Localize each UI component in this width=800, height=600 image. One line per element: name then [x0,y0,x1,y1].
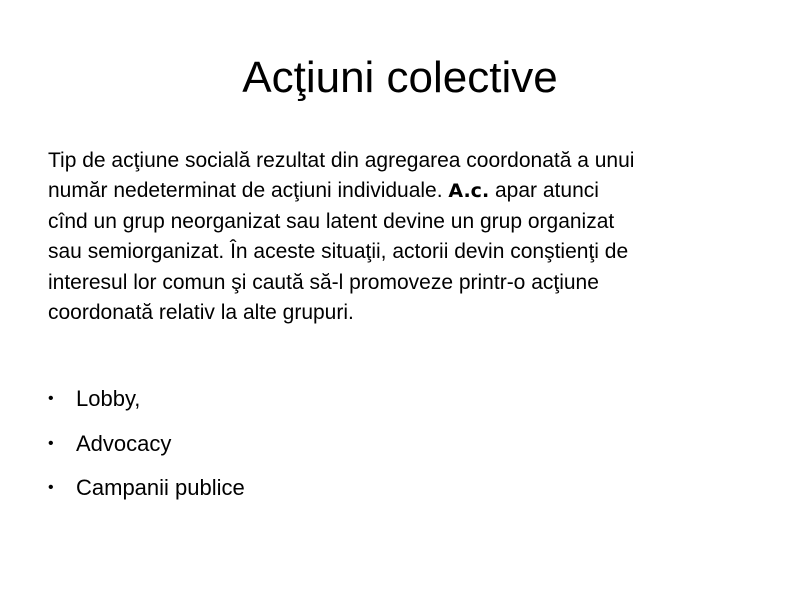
paragraph-line: sau semiorganizat. În aceste situaţii, actorii devin conştienţi de [48,240,629,264]
list-item [48,426,245,471]
list-item-label: Advocacy [76,430,172,456]
bullet-icon: • [48,434,54,452]
paragraph-line: coordonată relativ la alte grupuri. [48,301,354,325]
list-item [48,470,245,515]
slide-title: Acţiuni colective [242,53,558,102]
bullet-icon: • [48,479,54,496]
paragraph-line: interesul lor comun şi caută să-l promoveze printr-o acţiune [48,270,599,294]
paragraph-text: număr nedeterminat de acţiuni individuale. [48,179,449,203]
paragraph-line: Tip de acţiune socială rezultat din agregarea coordonată a unui [48,149,635,172]
abbreviation: A.c. [448,180,490,203]
list-item-label: Lobby, [76,386,141,411]
definition-paragraph [48,146,768,328]
paragraph-text: apar atunci [489,179,599,203]
list-item [48,381,245,426]
list-item-label: Campanii publice [76,475,245,500]
paragraph-line: cînd un grup neorganizat sau latent devine un grup organizat [48,209,615,233]
bullet-icon: • [48,390,54,407]
bullet-list [48,381,245,515]
paragraph-line [48,176,768,206]
